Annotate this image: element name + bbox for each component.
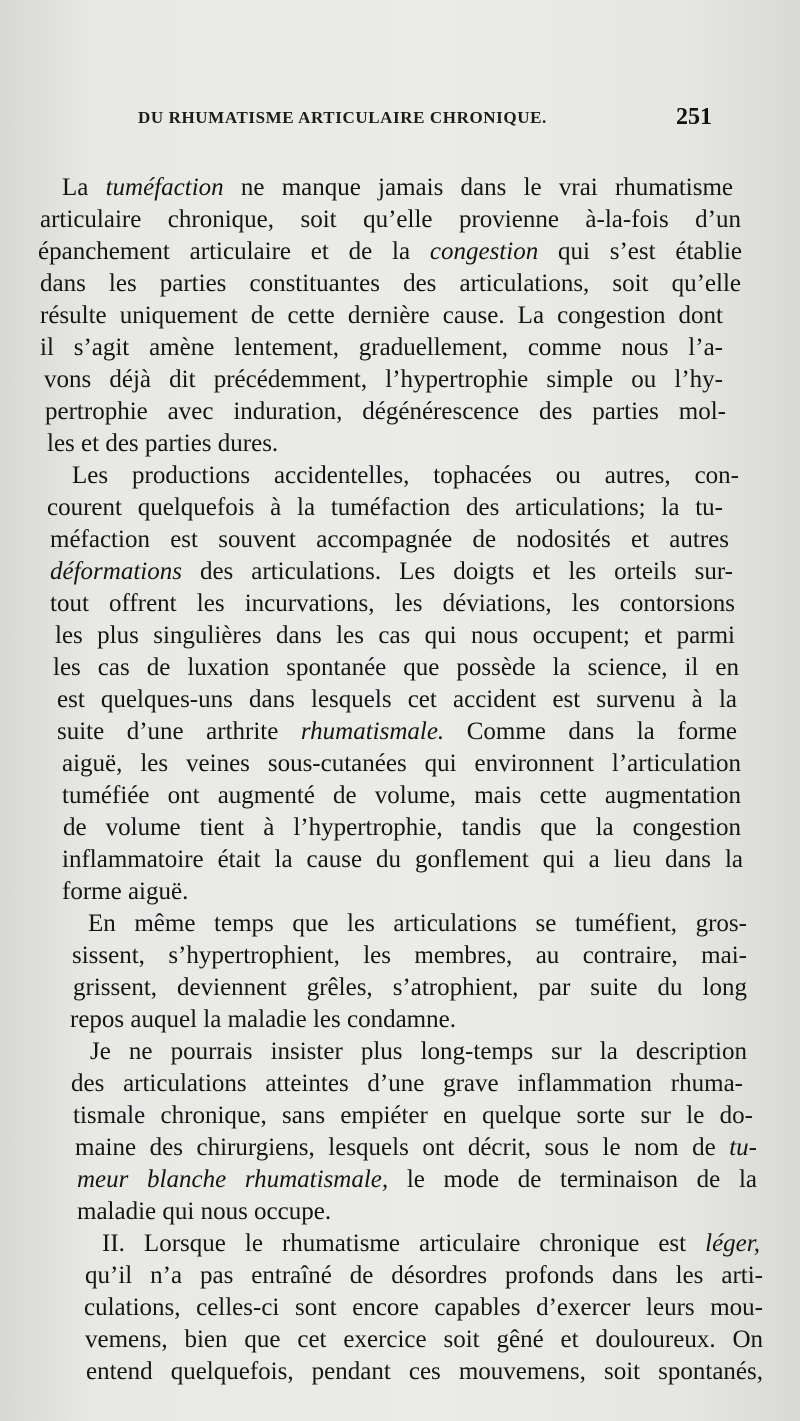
text-line	[77, 1196, 352, 1228]
text-segment: aiguë, les veines sous-cutanées qui environnent l’articulation	[62, 750, 741, 777]
text-segment: les et des parties dures.	[47, 430, 279, 457]
text-line	[70, 1004, 488, 1036]
text-segment: maladie qui nous occupe.	[77, 1198, 332, 1225]
text-segment: méfaction est souvent accompagnée de nodosités et autres	[50, 526, 729, 553]
text-segment: Je ne pourrais insister plus long-temps sur la description	[90, 1038, 747, 1065]
text-segment: articulaire chronique, soit qu’elle provienne à-la-fois d’un	[40, 206, 741, 233]
text-line	[55, 620, 735, 652]
text-line	[40, 332, 723, 364]
italic-text: tu-	[729, 1134, 757, 1161]
text-line	[90, 1036, 747, 1068]
text-line	[40, 268, 741, 300]
text-segment: vons déjà dit précédemment, l’hypertrophie simple ou l’hy-	[44, 366, 723, 393]
text-line	[38, 236, 742, 268]
text-line	[86, 1356, 763, 1388]
text-line	[73, 1100, 753, 1132]
text-line	[72, 940, 747, 972]
italic-text: tuméfaction	[105, 174, 224, 201]
text-line	[62, 748, 741, 780]
italic-text: léger,	[705, 1230, 760, 1257]
text-segment: repos auquel la maladie les condamne.	[70, 1006, 456, 1033]
italic-text: rhumatismale.	[300, 718, 445, 745]
text-line	[85, 1260, 763, 1292]
text-line	[40, 300, 723, 332]
text-segment: de volume tient à l’hypertrophie, tandis que la congestion	[63, 814, 741, 841]
text-line	[88, 908, 747, 940]
text-segment: inflammatoire était la cause du gonflement qui a lieu dans la	[62, 846, 743, 873]
text-segment: suite d’une arthrite	[57, 718, 301, 745]
text-line	[77, 1164, 757, 1196]
text-segment: les plus singulières dans les cas qui nous occupent; et parmi	[55, 622, 735, 649]
text-line	[47, 492, 723, 524]
text-segment: ne manque jamais dans le vrai rhumatisme	[223, 174, 733, 201]
text-line	[102, 1228, 760, 1260]
text-segment: En même temps que les articulations se tuméfient, gros-	[88, 910, 747, 937]
text-segment: Les productions accidentelles, tophacées ou autres, con-	[72, 462, 739, 489]
text-line	[62, 844, 743, 876]
text-segment: des articulations atteintes d’une grave inflammation rhuma-	[71, 1070, 743, 1097]
text-line	[71, 1068, 743, 1100]
text-line	[45, 396, 726, 428]
text-segment: Comme dans la forme	[444, 718, 737, 745]
text-line	[57, 684, 737, 716]
text-segment: pertrophie avec induration, dégénérescence des parties mol-	[45, 398, 726, 425]
text-segment: tuméfiée ont augmenté de volume, mais cette augmentation	[62, 782, 741, 809]
text-line	[53, 652, 739, 684]
page-number: 251	[676, 104, 712, 130]
text-segment: entend quelquefois, pendant ces mouvemens, soit spontanés,	[86, 1358, 763, 1385]
text-line	[44, 364, 723, 396]
text-segment: épanchement articulaire et de la	[38, 238, 430, 265]
text-segment: il s’agit amène lentement, graduellement, comme nous l’a-	[40, 334, 723, 361]
text-segment: vemens, bien que cet exercice soit gêné et douloureux. On	[85, 1326, 763, 1353]
text-segment: qui s’est établie	[538, 238, 742, 265]
text-line	[75, 1132, 757, 1164]
text-line	[47, 428, 310, 460]
text-line	[84, 1292, 763, 1324]
text-line	[57, 716, 737, 748]
text-segment: résulte uniquement de cette dernière cause. La congestion dont	[40, 302, 723, 329]
text-segment: forme aiguë.	[62, 878, 189, 905]
italic-text: congestion	[429, 238, 539, 265]
text-segment: maine des chirurgiens, lesquels ont décrit, sous le nom de	[75, 1134, 730, 1161]
text-segment: tismale chronique, sans empiéter en quelque sorte sur le do-	[73, 1102, 753, 1129]
text-segment: sissent, s’hypertrophient, les membres, au contraire, mai-	[72, 942, 747, 969]
text-line	[85, 1324, 763, 1356]
text-segment: le mode de terminaison de la	[388, 1166, 757, 1193]
text-segment: qu’il n’a pas entraîné de désordres profonds dans les arti-	[85, 1262, 763, 1289]
text-segment: courent quelquefois à la tuméfaction des articulations; la tu-	[47, 494, 723, 521]
text-line	[62, 172, 733, 204]
text-line	[50, 556, 733, 588]
text-line	[50, 524, 729, 556]
text-segment: des articulations. Les doigts et les orteils sur-	[181, 558, 733, 585]
italic-text: déformations	[50, 558, 182, 585]
text-line	[62, 876, 195, 908]
text-segment: II. Lorsque le rhumatisme articulaire chronique est	[102, 1230, 706, 1257]
text-line	[62, 780, 741, 812]
text-line	[40, 204, 741, 236]
running-head: DU RHUMATISME ARTICULAIRE CHRONIQUE.	[138, 108, 547, 127]
text-line	[73, 972, 747, 1004]
text-segment: est quelques-uns dans lesquels cet accident est survenu à la	[57, 686, 737, 713]
text-segment: grissent, deviennent grêles, s’atrophient, par suite du long	[73, 974, 747, 1001]
text-line	[63, 812, 741, 844]
italic-text: meur blanche rhumatismale,	[77, 1166, 389, 1193]
text-line	[72, 460, 739, 492]
text-line	[50, 588, 735, 620]
text-segment: dans les parties constituantes des articulations, soit qu’elle	[40, 270, 741, 297]
text-segment: les cas de luxation spontanée que possède la science, il en	[53, 654, 739, 681]
text-segment: La	[62, 174, 106, 201]
text-segment: culations, celles-ci sont encore capables d’exercer leurs mou-	[84, 1294, 763, 1321]
text-segment: tout offrent les incurvations, les déviations, les contorsions	[50, 590, 735, 617]
